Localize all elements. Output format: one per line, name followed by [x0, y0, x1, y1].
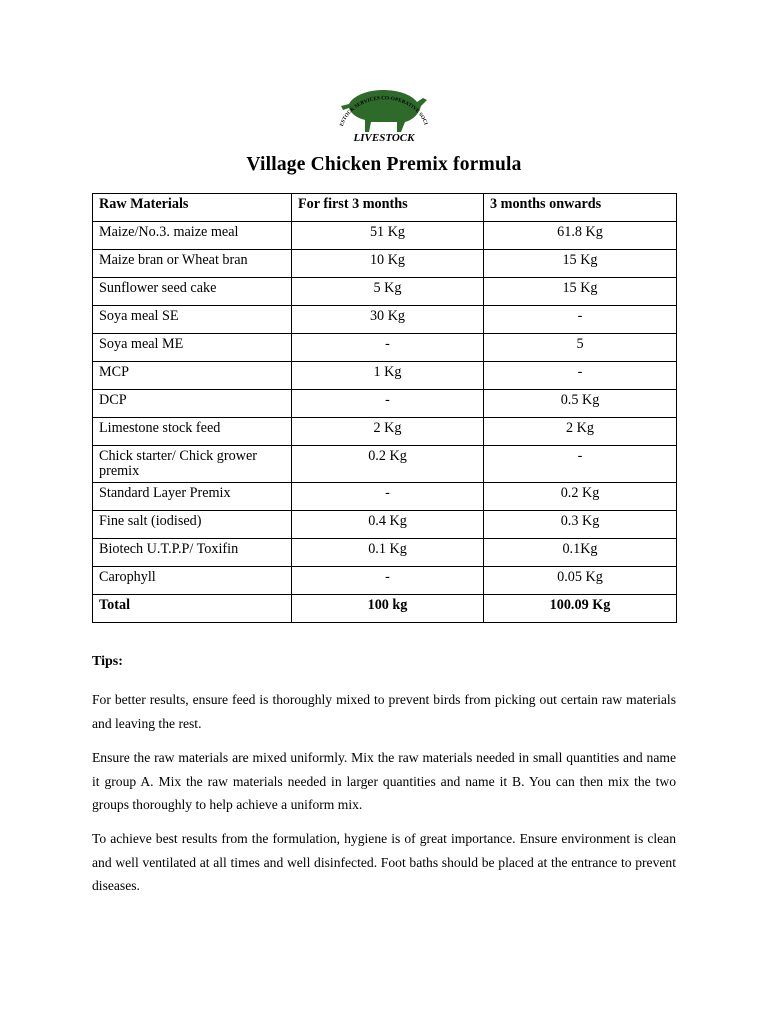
material-cell: Carophyll	[93, 567, 292, 595]
tip-paragraph: To achieve best results from the formulation, hygiene is of great importance. Ensure environment is clean and well ventilated at all times and well disinfected. Foot baths should be placed at the entrance to prevent diseases.	[92, 831, 676, 893]
onwards-cell: 0.3 Kg	[484, 511, 677, 539]
onwards-cell: 61.8 Kg	[484, 222, 677, 250]
onwards-cell: 15 Kg	[484, 278, 677, 306]
table-row	[93, 306, 677, 334]
table-row	[93, 334, 677, 362]
material-cell: MCP	[93, 362, 292, 390]
first-3-months-cell: 5 Kg	[292, 278, 484, 306]
livestock-logo	[331, 86, 437, 146]
first-3-months-cell: 0.1 Kg	[292, 539, 484, 567]
first-3-months-cell: 0.2 Kg	[292, 446, 484, 483]
table-row	[93, 278, 677, 306]
table-row	[93, 362, 677, 390]
table-row	[93, 483, 677, 511]
material-cell: Chick starter/ Chick grower premix	[93, 446, 292, 483]
onwards-cell: 0.1Kg	[484, 539, 677, 567]
logo-emblem	[331, 86, 437, 146]
material-cell: Soya meal ME	[93, 334, 292, 362]
material-cell: Sunflower seed cake	[93, 278, 292, 306]
first-3-months-cell: 10 Kg	[292, 250, 484, 278]
onwards-cell: 2 Kg	[484, 418, 677, 446]
first-3-months-cell: 2 Kg	[292, 418, 484, 446]
onwards-cell: 0.05 Kg	[484, 567, 677, 595]
table-header-row	[93, 194, 677, 222]
page-title: Village Chicken Premix formula	[246, 154, 522, 175]
table-row	[93, 390, 677, 418]
onwards-cell: 5	[484, 334, 677, 362]
first-3-months-cell: 0.4 Kg	[292, 511, 484, 539]
total-onwards: 100.09 Kg	[484, 595, 677, 623]
table-row	[93, 222, 677, 250]
material-cell: Limestone stock feed	[93, 418, 292, 446]
tips-heading: Tips:	[92, 654, 123, 669]
header-3-months-onwards: 3 months onwards	[484, 194, 677, 222]
logo-arc-text: ESTOCK SERVICES CO-OPERATIVE SOCI	[339, 95, 429, 128]
onwards-cell: -	[484, 446, 677, 483]
table-row	[93, 250, 677, 278]
premix-table	[92, 193, 677, 623]
onwards-cell: -	[484, 362, 677, 390]
onwards-cell: -	[484, 306, 677, 334]
material-cell: Maize bran or Wheat bran	[93, 250, 292, 278]
header-raw-materials: Raw Materials	[93, 194, 292, 222]
total-label: Total	[93, 595, 292, 623]
table-row	[93, 567, 677, 595]
onwards-cell: 15 Kg	[484, 250, 677, 278]
first-3-months-cell: 51 Kg	[292, 222, 484, 250]
first-3-months-cell: -	[292, 567, 484, 595]
material-cell: DCP	[93, 390, 292, 418]
material-cell: Maize/No.3. maize meal	[93, 222, 292, 250]
first-3-months-cell: -	[292, 483, 484, 511]
first-3-months-cell: -	[292, 390, 484, 418]
material-cell: Fine salt (iodised)	[93, 511, 292, 539]
first-3-months-cell: 30 Kg	[292, 306, 484, 334]
onwards-cell: 0.5 Kg	[484, 390, 677, 418]
material-cell: Biotech U.T.P.P/ Toxifin	[93, 539, 292, 567]
material-cell: Soya meal SE	[93, 306, 292, 334]
table-row	[93, 511, 677, 539]
onwards-cell: 0.2 Kg	[484, 483, 677, 511]
total-first-3-months: 100 kg	[292, 595, 484, 623]
header-first-3-months: For first 3 months	[292, 194, 484, 222]
tip-paragraph: For better results, ensure feed is thoroughly mixed to prevent birds from picking out certain raw materials and leaving the rest.	[92, 692, 676, 731]
logo-word: LIVESTOCK	[353, 132, 415, 144]
table-row	[93, 418, 677, 446]
table-total-row	[93, 595, 677, 623]
first-3-months-cell: -	[292, 334, 484, 362]
first-3-months-cell: 1 Kg	[292, 362, 484, 390]
table-row	[93, 446, 677, 483]
table-row	[93, 539, 677, 567]
tip-paragraph: Ensure the raw materials are mixed uniformly. Mix the raw materials needed in small quantities and name it group A. Mix the raw materials needed in larger quantities and name it B. You can then mix the two groups thoroughly to help achieve a uniform mix.	[92, 750, 676, 812]
material-cell: Standard Layer Premix	[93, 483, 292, 511]
